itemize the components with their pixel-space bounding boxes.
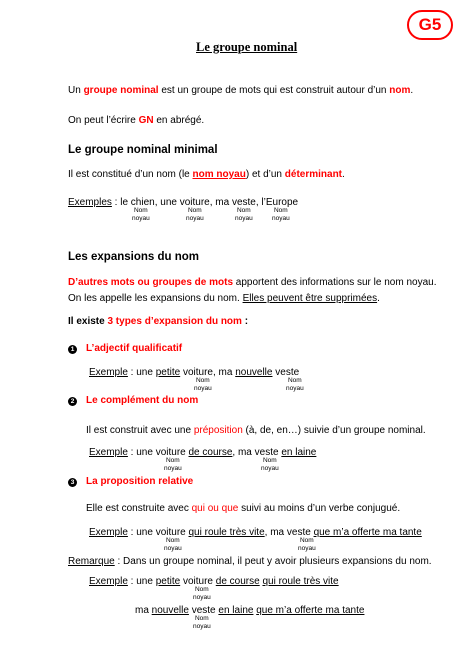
example-text: : le chien, une voiture, ma veste, l’Europe bbox=[111, 197, 299, 208]
text: est un groupe de mots qui est construit autour d’un bbox=[158, 85, 390, 96]
underlined-text: Elles peuvent être supprimées bbox=[242, 293, 378, 304]
text: , ma veste bbox=[264, 527, 314, 538]
nom-noyau-note: Nom noyau bbox=[132, 207, 150, 222]
expansion-text: de course bbox=[188, 447, 233, 458]
nom-noyau-note: Nom noyau bbox=[193, 615, 211, 630]
expansion-text: de course bbox=[215, 576, 260, 587]
text: Il est construit avec une bbox=[86, 425, 194, 436]
number-1-bullet: 1 bbox=[68, 345, 77, 354]
heading-minimal: Le groupe nominal minimal bbox=[68, 144, 218, 156]
term-autres-mots: D’autres mots ou groupes de mots bbox=[68, 277, 234, 288]
text: (à, de, en…) suivie d’un groupe nominal. bbox=[242, 425, 426, 436]
text: , ma veste bbox=[232, 447, 282, 458]
complement-example bbox=[89, 447, 316, 458]
nom-noyau-note: Nom noyau bbox=[298, 537, 316, 552]
text: ) et d’un bbox=[245, 169, 285, 180]
text: : Dans un groupe nominal, il peut y avoir plusieurs expansions du nom. bbox=[114, 556, 432, 567]
nom-noyau-note: Nom noyau bbox=[235, 207, 253, 222]
intro-paragraph-2 bbox=[68, 115, 204, 126]
text: apportent des informations sur le nom noyau. bbox=[233, 277, 437, 288]
remark-line bbox=[68, 556, 432, 567]
minimal-examples bbox=[68, 197, 298, 208]
text: . bbox=[342, 169, 345, 180]
expansion-text: petite bbox=[155, 367, 181, 378]
expansion-text: que m’a offerte ma tante bbox=[256, 605, 365, 616]
intro-paragraph-1 bbox=[68, 85, 413, 96]
text: voiture, ma bbox=[180, 367, 236, 378]
nom-noyau-note: Nom noyau bbox=[272, 207, 290, 222]
example-label: Exemple bbox=[89, 367, 128, 378]
term-qui-que: qui ou que bbox=[191, 503, 239, 514]
expansion-types-intro bbox=[68, 316, 248, 327]
expansion-text: petite bbox=[155, 576, 181, 587]
term-preposition: préposition bbox=[193, 425, 243, 436]
relative-example bbox=[89, 527, 422, 538]
text: : bbox=[241, 316, 249, 327]
number-3-bullet: 3 bbox=[68, 478, 77, 487]
nom-noyau-note: Nom noyau bbox=[261, 457, 279, 472]
expansion-text: que m’a offerte ma tante bbox=[313, 527, 422, 538]
text: On les appelle les expansions du nom. bbox=[68, 293, 243, 304]
text: . bbox=[410, 85, 414, 96]
remark-example-line-1 bbox=[89, 576, 339, 587]
text: : une bbox=[127, 576, 156, 587]
heading-adjectif: L’adjectif qualificatif bbox=[86, 343, 183, 354]
text: veste bbox=[188, 605, 219, 616]
complement-definition bbox=[86, 425, 426, 436]
minimal-definition bbox=[68, 169, 345, 180]
term-nom: nom bbox=[389, 85, 411, 96]
text: Elle est construite avec bbox=[86, 503, 192, 514]
expansion-text: nouvelle bbox=[235, 367, 273, 378]
text: Il est constitué d’un nom (le bbox=[68, 169, 193, 180]
nom-noyau-note: Nom noyau bbox=[186, 207, 204, 222]
term-3-types: 3 types d’expansion du nom bbox=[107, 316, 242, 327]
example-label: Exemple bbox=[89, 527, 128, 538]
expansions-paragraph-1 bbox=[68, 277, 436, 288]
number-2-bullet: 2 bbox=[68, 397, 77, 406]
text: suivi au moins d’un verbe conjugué. bbox=[238, 503, 401, 514]
example-label: Exemple bbox=[89, 576, 128, 587]
heading-complement: Le complément du nom bbox=[86, 395, 199, 406]
nom-noyau-note: Nom noyau bbox=[164, 537, 182, 552]
text: : une voiture bbox=[127, 447, 189, 458]
text: . bbox=[377, 293, 380, 304]
text: voiture bbox=[180, 576, 216, 587]
relative-definition bbox=[86, 503, 400, 514]
text: en abrégé. bbox=[153, 115, 205, 126]
text: Il existe bbox=[68, 316, 108, 327]
example-label: Exemples bbox=[68, 197, 112, 208]
nom-noyau-note: Nom noyau bbox=[193, 586, 211, 601]
expansions-paragraph-2 bbox=[68, 293, 380, 304]
expansion-text: qui roule très vite bbox=[262, 576, 339, 587]
text: : une voiture bbox=[127, 527, 189, 538]
expansion-text: nouvelle bbox=[151, 605, 189, 616]
term-nom-noyau: nom noyau bbox=[192, 169, 246, 180]
heading-relative: La proposition relative bbox=[86, 476, 194, 487]
term-gn: GN bbox=[138, 115, 154, 126]
expansion-text: en laine bbox=[218, 605, 254, 616]
heading-expansions: Les expansions du nom bbox=[68, 251, 199, 263]
text: : une bbox=[127, 367, 156, 378]
expansion-text: en laine bbox=[281, 447, 317, 458]
term-determinant: déterminant bbox=[284, 169, 343, 180]
example-label: Exemple bbox=[89, 447, 128, 458]
page-title: Le groupe nominal bbox=[196, 40, 298, 54]
expansion-text: qui roule très vite bbox=[188, 527, 265, 538]
text: veste bbox=[272, 367, 300, 378]
text: On peut l’écrire bbox=[68, 115, 139, 126]
text: ma bbox=[135, 605, 152, 616]
level-badge: G5 bbox=[407, 10, 453, 40]
remark-label: Remarque bbox=[68, 556, 115, 567]
nom-noyau-note: Nom noyau bbox=[194, 377, 212, 392]
term-groupe-nominal: groupe nominal bbox=[83, 85, 159, 96]
nom-noyau-note: Nom noyau bbox=[286, 377, 304, 392]
remark-example-line-2 bbox=[135, 605, 364, 616]
text: Un bbox=[68, 85, 84, 96]
nom-noyau-note: Nom noyau bbox=[164, 457, 182, 472]
